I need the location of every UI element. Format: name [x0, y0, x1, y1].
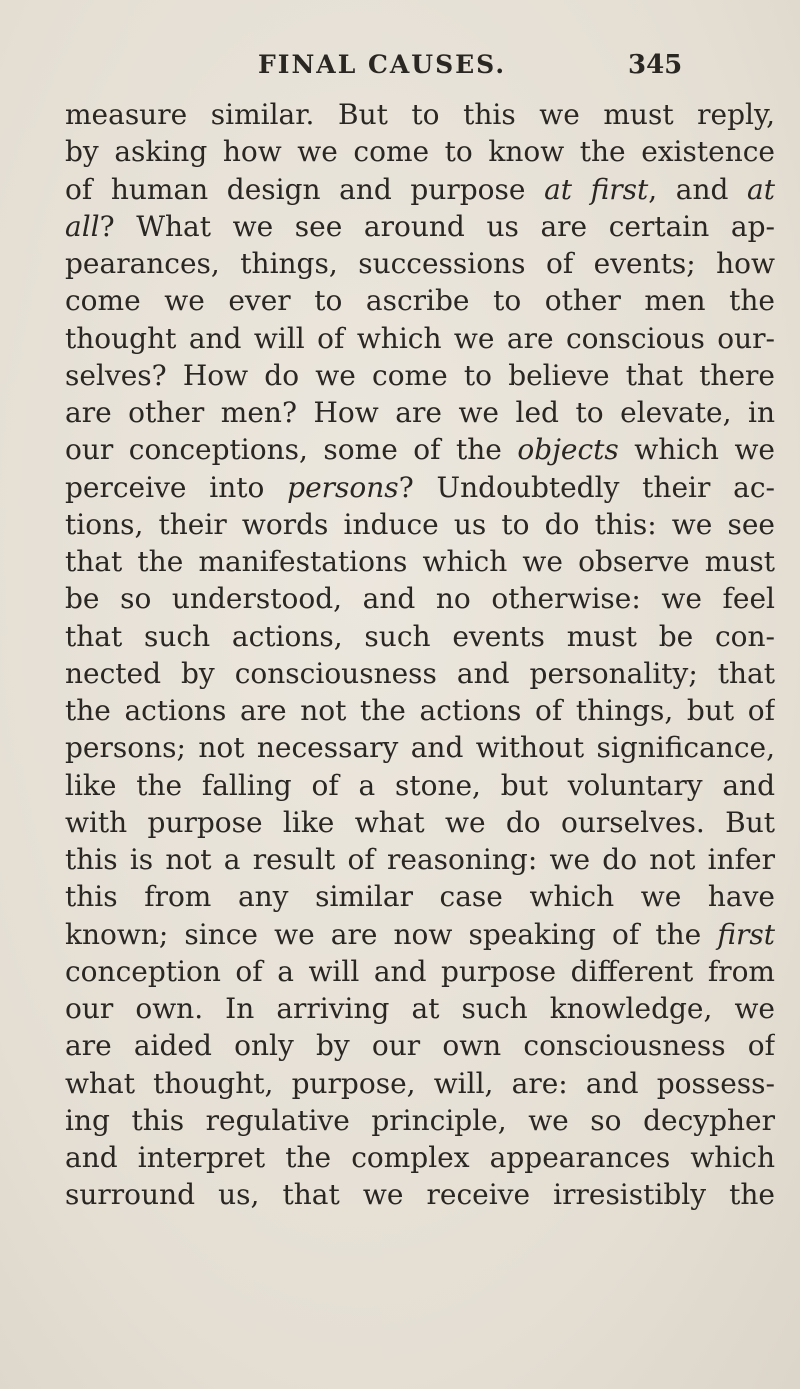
body-text	[65, 96, 775, 1214]
text-line: pearances, things, successions of events; how	[65, 247, 775, 280]
text-line: known; since we are now speaking of the first	[65, 917, 775, 951]
text-line: of human design and purpose at first, and at	[65, 172, 775, 206]
text-line: selves? How do we come to believe that there	[65, 358, 775, 392]
page-header	[0, 50, 800, 90]
text-line: and interpret the complex appearances which	[65, 1141, 775, 1174]
text-line: our conceptions, some of the objects which we	[65, 433, 775, 467]
text-line: perceive into persons? Undoubtedly their ac-	[65, 470, 775, 504]
text-line: be so understood, and no otherwise: we feel	[65, 582, 775, 616]
text-line: this is not a result of reasoning: we do not infer	[65, 843, 775, 876]
text-line: are other men? How are we led to elevate, in	[65, 396, 775, 429]
text-line: are aided only by our own consciousness of	[65, 1029, 775, 1063]
text-line: by asking how we come to know the existence	[65, 135, 775, 169]
text-line: conception of a will and purpose different from	[65, 954, 775, 988]
text-line: that such actions, such events must be con-	[65, 619, 775, 653]
text-line: what thought, purpose, will, are: and possess-	[65, 1066, 775, 1100]
text-line: all? What we see around us are certain ap-	[65, 209, 775, 243]
text-line: with purpose like what we do ourselves. But	[65, 805, 775, 839]
text-line: like the falling of a stone, but voluntary and	[65, 768, 775, 802]
text-line: measure similar. But to this we must reply,	[65, 98, 775, 131]
text-line: persons; not necessary and without significance,	[65, 731, 775, 765]
text-line: nected by consciousness and personality; that	[65, 656, 775, 690]
text-line: tions, their words induce us to do this: we see	[65, 507, 775, 541]
text-line: come we ever to ascribe to other men the	[65, 284, 775, 318]
text-line: thought and will of which we are conscious our-	[65, 321, 775, 355]
page-number: 345	[628, 50, 683, 80]
text-line: surround us, that we receive irresistibly the	[65, 1178, 775, 1212]
text-line: this from any similar case which we have	[65, 880, 775, 914]
running-head: FINAL CAUSES.	[258, 50, 507, 79]
text-line: the actions are not the actions of things, but of	[65, 694, 775, 727]
text-line: that the manifestations which we observe must	[65, 545, 775, 578]
text-line: ing this regulative principle, we so decypher	[65, 1103, 775, 1137]
text-line: our own. In arriving at such knowledge, we	[65, 992, 775, 1025]
